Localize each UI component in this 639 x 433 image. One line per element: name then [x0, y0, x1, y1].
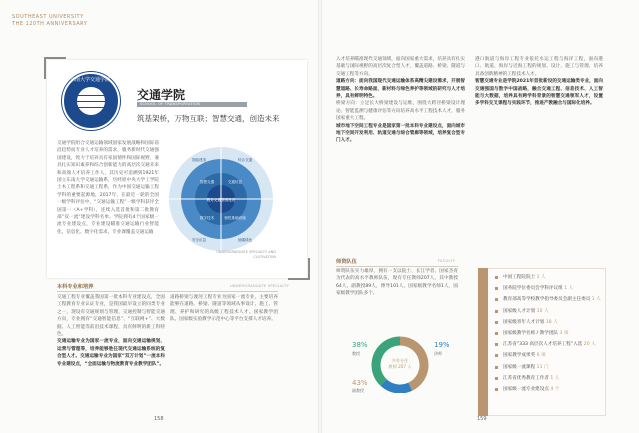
donut-label-assoc: 副教授 [352, 388, 364, 393]
honor-item [495, 272, 603, 283]
honor-text: 国家级一流课程 [503, 364, 536, 370]
honors-panel-tab [478, 268, 488, 416]
page-number-right: 159 [477, 416, 487, 422]
honor-text: 国家级人才计划 [503, 308, 536, 314]
honor-count: 18 人 [545, 319, 558, 325]
donut-segment-2 [384, 382, 411, 389]
donut-center-line2: 教师 207 人 [388, 364, 412, 369]
honor-text: 国家级教学名师 / 教学团队 [503, 331, 559, 337]
diagram-inner-2: 交通信息 [227, 180, 243, 184]
honor-text: 国家教学成果奖 [503, 353, 536, 359]
donut-label-lecturer: 讲师 [434, 351, 442, 356]
honors-list [495, 272, 603, 395]
honor-count: 3 项 [559, 331, 569, 337]
right-p1: 入才培养瞄准现代交通领域，面向国家重大需求，培养具有扎实基础与国际视野的高层次复合型人才，覆盖道路、桥梁、隧道与交通工程等方向。 [336, 57, 465, 77]
diagram-outer-3: 安全应急 [191, 238, 207, 242]
section-faculty-title: 师资队伍 [336, 259, 357, 265]
donut-pct-assoc: 43% [352, 379, 368, 387]
honor-item [495, 339, 603, 350]
donut-pct-professor: 38% [352, 341, 368, 349]
donut-center-line1: 共有专任 [391, 358, 409, 363]
school-seal-logo [62, 72, 120, 130]
seal-inner-globe [76, 86, 106, 116]
diagram-inner-3: 数字技术 [199, 216, 215, 220]
college-intro: 交通学院组合交通运输领域国家发展战略和国际前沿趋势而专业人才培养的需求，服务新时代交通强国建设，致力于培养具有家国情怀和国际视野，兼具扎实知识素养和综合创新能力的高层次交通未来和高端人才培养工作人，其历史可追溯到1921年国立东南大学交通运输系，历经原中央大学工学院土木工程系和交通工程系，作为中国交通运输工程学科的重要起源地，2017年，在最近一轮的全国一级学科评估中，“交通运输工程”一级学科获评全国第一（A+学科），连续入选首批和第二批教育部“双一流”建设学科名单。学院拥有4个国家级一流专业建设点，专业建设瞄准交通运输行业智能化、信息化、数字化需求，专业课覆盖交通运输 [57, 141, 159, 235]
college-diagram [167, 145, 275, 253]
right-text-col2 [475, 56, 603, 250]
honor-text: 江苏省优秀教育工作者 [503, 375, 549, 381]
honor-item [495, 373, 603, 384]
honor-text: 国家级青年人才计划 [503, 319, 545, 325]
faculty-donut-chart [350, 335, 450, 393]
running-head-line1: SOUTHEAST UNIVERSITY [12, 14, 84, 20]
major-text-col1 [57, 294, 165, 412]
seal-text: 东南大学交通学院 [70, 77, 111, 83]
diagram-outer-2: 综合交通 [237, 158, 253, 162]
running-head [12, 14, 87, 28]
section-faculty-rule [336, 266, 458, 267]
honor-item [495, 384, 603, 395]
major-p2: 交通运输专业为国家一流专业，面向交通运输规划、运营与管理等，培养能够胜任现代交通运输系统的复合型人才。交通运输专业为国家“双万计划”一流本科专业建设点，“全面运输与物流教育专业教学团队”。 [57, 339, 165, 367]
honor-item [495, 317, 603, 328]
diagram-inner-4: 韧性基础设施 [224, 216, 246, 220]
honor-item [495, 362, 603, 373]
honor-text: 江苏省“333 高层次人才培养工程”入选 [503, 342, 583, 348]
college-title: 交通学院 [137, 88, 186, 102]
right-p1b: 道路方向：面向我国现代交通运输体系高精尖建设需求，开展智慧道路、长寿命路面、新材料与绿色养护等领域的研究与人才培养，具有鲜明特色。 [336, 79, 465, 100]
running-head-line2: THE 120TH ANNIVERSARY [12, 21, 88, 27]
college-subtitle-en: SCHOOL OF TRANSPORTATION [140, 102, 201, 106]
honor-count: 4 个 [550, 387, 560, 393]
section-faculty-en: FACULTY [438, 259, 456, 263]
major-p1: 交通工程专业覆盖我国第一批本科专业建设点，全国工程教育专业认证专业，是我国最早设立的同类专业之一，现设有交通规划与管理、交通控制与智能交通方向，专业拥有“交通智能信息”、“互联网+”、大数据、人工智能等前沿技术课程，具有鲜明的新工科特色。 [57, 295, 165, 338]
right-p1d: 城市地下空间工程专业是国家第一批本科专业建设点，面向城市地下空间开发利用、轨道交通与综合管廊等领域，培养复合型专门人才。 [336, 123, 465, 144]
diagram-outer-4: 低碳绿色 [237, 238, 253, 242]
honor-count: 10 人 [536, 308, 549, 314]
donut-pct-lecturer: 19% [434, 341, 450, 349]
honor-count: 11 门 [536, 364, 549, 370]
right-p2: 港口航道与海岸工程专业依托水运工程与海洋工程，面向港口、航道、海岸与近海工程的规划、设计、施工与管理，培养具备创新精神的工程技术人才。 [475, 57, 603, 77]
honor-item [495, 350, 603, 361]
right-p2b: 智慧交通专业是学院2021年首批新设的交通运输类专业，面向交通强国与数字中国战略，融合交通工程、信息技术、人工智能与大数据，培养具有跨学科背景的智慧交通领军人才，设置多学科交叉课程与实践环节，推进产教融合与国际化培养。 [475, 79, 603, 107]
honor-item [495, 294, 603, 305]
faculty-text: 师资队伍实力雄厚，拥有一支以院士、长江学者、国家杰青为代表的高水平教师队伍，现有专任教师207人，其中教授64人，副教授89人，博导101人，国家级教学名师1人，国家级教学团队多个。 [336, 269, 458, 297]
honor-item [495, 306, 603, 317]
section-major-en: UNDERGRADUATE SPECIALTY [230, 284, 290, 288]
honor-count: 20 人 [583, 342, 596, 348]
page-number-left: 158 [154, 416, 164, 422]
diagram-caption-en: UNDERGRADUATE SPECIALTY AND CULTIVATION [216, 250, 276, 259]
college-motto: 筑基架桥，万物互联；智慧交通，创造未来 [137, 114, 280, 123]
honor-text: 教育部高等学校教学指导委员会副主任委员 [503, 297, 591, 303]
major-text-col2 [170, 294, 278, 412]
donut-label-professor: 教授 [352, 351, 360, 356]
honor-item [495, 283, 603, 294]
corner-bracket-top-left [44, 57, 66, 79]
book-gutter [318, 0, 322, 433]
honor-count: 1 人 [550, 375, 560, 381]
diagram-outer-1: 智能建造 [191, 158, 207, 162]
major-p3: 道路桥梁与渡河工程专业为国家一流专业，主要培养能够在道路、桥梁、隧道等领域从事设计、施工、管理、养护和研究的高级工程技术人才。国家教学团队、国家级实验教学示范中心等平台支撑人才培养。 [170, 295, 278, 323]
right-text-col1 [336, 56, 465, 250]
honor-text: 国家级一流专业建设点 [503, 387, 549, 393]
diagram-inner-1: 智慧交通 [199, 180, 215, 184]
college-subtitle-bar [137, 102, 247, 107]
honor-count: 1 人 [536, 275, 546, 280]
honor-item [495, 328, 603, 339]
honor-count: 6 项 [536, 353, 546, 359]
section-major-rule [57, 291, 278, 292]
honor-text: 国务院学位委员会学科评议组 [503, 286, 563, 292]
section-major-title: 本科专业和培养 [57, 284, 94, 290]
corner-bracket-bottom-right [288, 258, 310, 280]
honor-text: 中国工程院院士 [503, 275, 536, 280]
right-p1c: 桥梁方向：立足长大桥梁建设与运维，围绕大跨径桥梁设计理论、智能监测与健康评估等方向培养高水平工程技术人才，服务国家重大工程。 [336, 101, 465, 122]
honor-count: 1 人 [591, 297, 601, 303]
diagram-center-label: 服务交通强国建设 [206, 198, 236, 202]
honor-count: 1 人 [564, 286, 574, 292]
